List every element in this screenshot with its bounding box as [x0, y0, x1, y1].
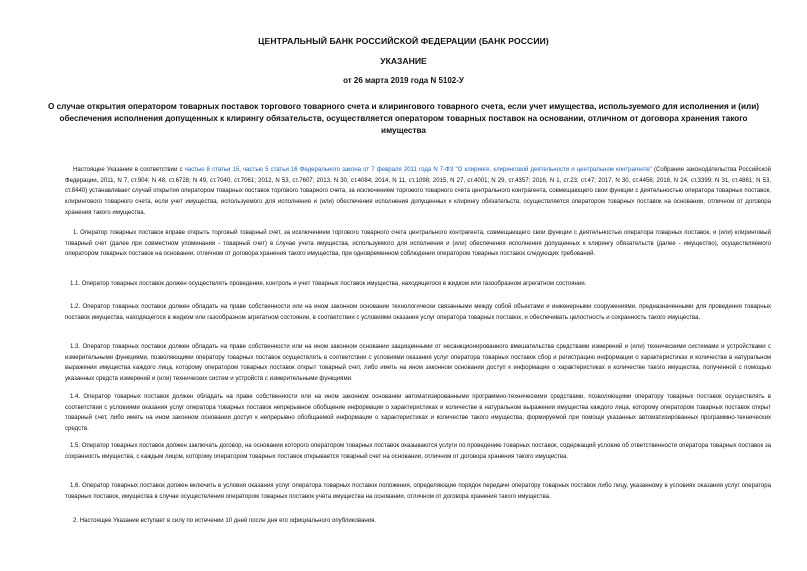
paragraph-2: 2. Настоящее Указание вступает в силу по истечении 10 дней после дня его официального опубликования. [73, 518, 377, 524]
document-date-line: от 26 марта 2019 года N 5102-У [343, 76, 464, 85]
preamble-paragraph [65, 165, 771, 219]
preamble-text-start: Настоящее Указание в соответствии с [73, 167, 185, 173]
paragraph-1-3: 1.3. Оператор товарных поставок должен обладать на праве собственности или на ином законном основании защищенными от несанкционированного вмешательства средствами измерений и (или) техническими системами и устройствами с измерительными функциями, позволяющими оператору товарных поставок осуществлять в соответствии с условиями оказания услуг оператора товарных поставок сбор и регистрацию информации о характеристиках и количестве в натуральном выражении имущества каждого лица, которому оператором товарных поставок открыт товарный счет, либо иметь на ином законном основании доступ к информации о характеристиках и количестве такого имущества, полученной с помощью указанных средств измерений и (или) технических систем и устройств с измерительными функциями. [65, 344, 771, 383]
paragraph-1-6: 1.6. Оператор товарных поставок должен включить в условия оказания услуг оператора товарных поставок положения, определяющие порядок передачи оператору товарных поставок либо лицу, указанному в условиях оказания услуг оператора товарных поставок, имущества в случае осуществления оператором товарных поставок учета имущества на основании, отличном от договора хранения такого имущества. [65, 483, 771, 500]
document-title: О случае открытия оператором товарных поставок торгового товарного счета и клирингового товарного счета, если учет имущества, используемого для исполнения и (или) обеспечения исполнения допущенных к клирингу обязательств, осуществляется оператором товарных поставок на основании, отличном от договора хранения такого имущества [47, 102, 760, 135]
paragraph-1-2: 1.2. Оператор товарных поставок должен обладать на праве собственности или на ином законном основании технологически связанными между собой объектами и инженерными сооружениями, предназначенными для проведения товарных поставок имущества, находящегося в жидком или газообразном агрегатном состоянии, в соответствии с условиями оказания услуг оператора товарных поставок, и обеспечивать целостность и сохранность такого имущества. [65, 304, 771, 321]
preamble-text-end: (Собрание законодательства Российской Федерации, 2011, N 7, ст.904; N 48, ст.6728; N 49, ст.7040, ст.7061; 2012, N 53, ст.7607; 2013, N 30, ст.4084; 2014, N 11, ст.1098; 2015, N 27, ст.4001; N 29, ст.4357; 2016, N 1, ст.23, ст.47; 2017, N 30, ст.4456; 2018, N 24, ст.3399; N 31, ст.4861; N 53, ст.8440) устанавливает случай открытия оператором товарных поставок торгового товарного счета, за исключением торгового товарного счета центрального контрагента, совмещающего свои функции с деятельностью оператора товарных поставок, клирингового товарного счета, если учет имущества, используемого для исполнения и (или) обеспечения исполнения допущенных к клирингу обязательств, осуществляется оператором товарных поставок на основании, отличном от договора хранения такого имущества. [65, 167, 771, 216]
paragraph-1-4: 1.4. Оператор товарных поставок должен обладать на праве собственности или на ином законном основании автоматизированными программно-техническими средствами, позволяющими оператору товарных поставок осуществлять в соответствии с условиями оказания услуг оператора товарных поставок непрерывное обобщение информации о характеристиках и количестве в натуральном выражении имущества каждого лица, которому оператором товарных поставок открыт товарный счет, либо иметь на ином законном основании доступ к непрерывно обобщаемой информации о характеристиках и количестве такого имущества, формируемой при помощи указанных автоматизированных программно-технических средств. [65, 394, 771, 433]
organization-heading: ЦЕНТРАЛЬНЫЙ БАНК РОССИЙСКОЙ ФЕДЕРАЦИИ (БАНК РОССИИ) [258, 36, 549, 46]
paragraph-1: 1. Оператор товарных поставок вправе открыть торговый товарный счет, за исключением торгового товарного счета центрального контрагента, совмещающего свои функции с деятельностью оператора товарных поставок, и (или) клиринговый товарный счет (далее при совместном упоминании - товарный счет) в случае учета имущества, используемого для исполнения и (или) обеспечения исполнения допущенных к клирингу обязательств (далее - имущество), осуществляемого оператором товарных поставок на основании, отличном от договора хранения такого имущества, при одновременном соблюдении оператором товарных поставок следующих требований. [65, 230, 771, 258]
paragraph-1-1: 1.1. Оператор товарных поставок должен осуществлять проведение, контроль и учет товарных поставок имущества, находящегося в жидком или газообразном агрегатном состоянии. [70, 281, 587, 287]
paragraph-1-5: 1.5. Оператор товарных поставок должен заключать договор, на основании которого оператором товарных поставок оказываются услуги по проведению товарных поставок, содержащий условие об ответственности оператора товарных поставок за сохранность имущества, с каждым лицом, которому оператором товарных поставок открывается товарный счет на основании, отличном от договора хранения такого имущества. [65, 443, 771, 460]
document-type-heading: УКАЗАНИЕ [380, 56, 427, 66]
federal-law-link[interactable]: частью 8 статьи 15, частью 5 статьи 16 Федерального закона от 7 февраля 2011 года N 7-ФЗ "О клиринге, клиринговой деятельности и центральном контрагенте" [184, 167, 652, 173]
